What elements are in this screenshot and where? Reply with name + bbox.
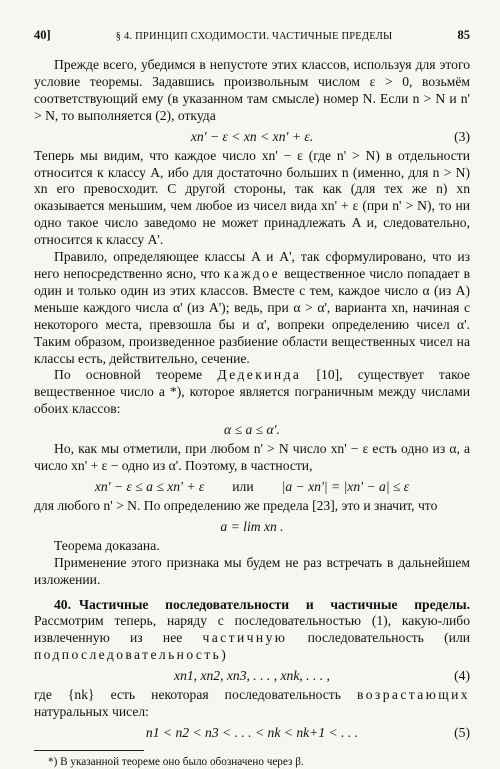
spaced-emphasis: возрастающих <box>357 687 470 703</box>
paragraph-4: По основной теореме Дедекинда [10], существует такое вещественное число a *), которое является пограничным между числами обоих классов: <box>34 367 470 417</box>
equation-4-number: (4) <box>454 668 470 684</box>
footnote: *) В указанной теореме оно было обозначено через β. <box>48 756 304 768</box>
spaced-name: Дедекинда <box>217 367 302 383</box>
spaced-emphasis: подпоследовательность <box>34 647 222 663</box>
equation-4 <box>34 664 470 687</box>
equation-3-number: (3) <box>454 128 470 144</box>
equation-pair-right: |a − xn'| = |xn' − a| ≤ ε <box>281 478 410 494</box>
page-number: 85 <box>457 28 470 42</box>
section-gap <box>34 589 470 597</box>
equation-pair-left: xn' − ε ≤ a ≤ xn' + ε <box>94 478 205 494</box>
section-title: Частичные последовательности и частичные пределы. <box>79 596 470 612</box>
paragraph-1: Прежде всего, убедимся в непустоте этих классов, используя для этого условие теоремы. Задавшись произвольным числом ε > 0, возьмём соответствующий ему (в указанном там смысле) номер N. Если n > N и n' > N, то выполняется (2), откуда <box>34 57 470 123</box>
running-header <box>34 28 470 43</box>
section-40-paragraph: 40. Частичные последовательности и частичные пределы. Рассмотрим теперь, наряду с последовательностью (1), какую-либо извлеченную из нее частичную последовательность (или подпоследовательность) <box>34 596 471 663</box>
spaced-emphasis: частичную <box>202 630 288 646</box>
equation-5-number: (5) <box>454 725 470 740</box>
paragraph-2: Теперь мы видим, что каждое число xn' − ε (где n' > N) в отдельности относится к классу A, ибо для достаточно больших n (именно, для n > N) xn его превосходит. С другой стороны, так как (для тех же n) xn оказывается меньшим, чем любое из чисел вида xn' + ε (при n' > N), то ни одно такое число заведомо не может принадлежать A и, следовательно, относится к классу A'. <box>34 147 470 248</box>
equation-3 <box>34 125 470 148</box>
equation-3-body: xn' − ε < xn < xn' + ε. <box>190 128 314 144</box>
paragraph-5: Но, как мы отметили, при любом n' > N число xn' − ε есть одно из α, а число xn' + ε − одно из α'. Поэтому, в частности, <box>34 441 470 474</box>
spaced-emphasis: каждое <box>223 265 281 281</box>
paragraph-7: Теорема доказана. <box>54 537 160 553</box>
paragraph-8: Применение этого признака мы будем не раз встречать в дальнейшем изложении. <box>34 554 470 587</box>
section-number: 40. <box>54 596 71 612</box>
equation-alpha: α ≤ a ≤ α'. <box>224 422 280 438</box>
equation-pair-or: или <box>232 478 254 494</box>
equation-5 <box>34 721 470 744</box>
equation-5-body: n1 < n2 < n3 < . . . < nk < nk+1 < . . . <box>145 725 359 740</box>
equation-pair <box>34 475 470 498</box>
equation-limit: a = lim xn . <box>220 518 284 534</box>
running-title: § 4. ПРИНЦИП СХОДИМОСТИ. ЧАСТИЧНЫЕ ПРЕДЕЛЫ <box>115 31 393 42</box>
paragraph-3: Правило, определяющее классы A и A', так сформулировано, что из него непосредственно ясно, что каждое вещественное число попадает в один и только один из этих классов. Вместе с тем, каждое число α (из A) меньше каждого числа α' (из A'); ведь, при α > α', варианта xn, начиная с некоторого места, превзошла бы и α', вопреки определению чисел α'. Таким образом, произведенное разбиение области вещественных чисел на классы есть, действительно, сечение. <box>34 249 470 366</box>
footnote-rule <box>34 750 144 751</box>
paragraph-6: для любого n' > N. По определению же предела [23], это и значит, что <box>34 497 438 513</box>
paragraph-sequence-def: где {nk} есть некоторая последовательность возрастающих натуральных чисел: <box>34 687 470 720</box>
equation-4-body: xn1, xn2, xn3, . . . , xnk, . . . , <box>174 668 330 684</box>
section-marker: 40] <box>34 28 51 42</box>
